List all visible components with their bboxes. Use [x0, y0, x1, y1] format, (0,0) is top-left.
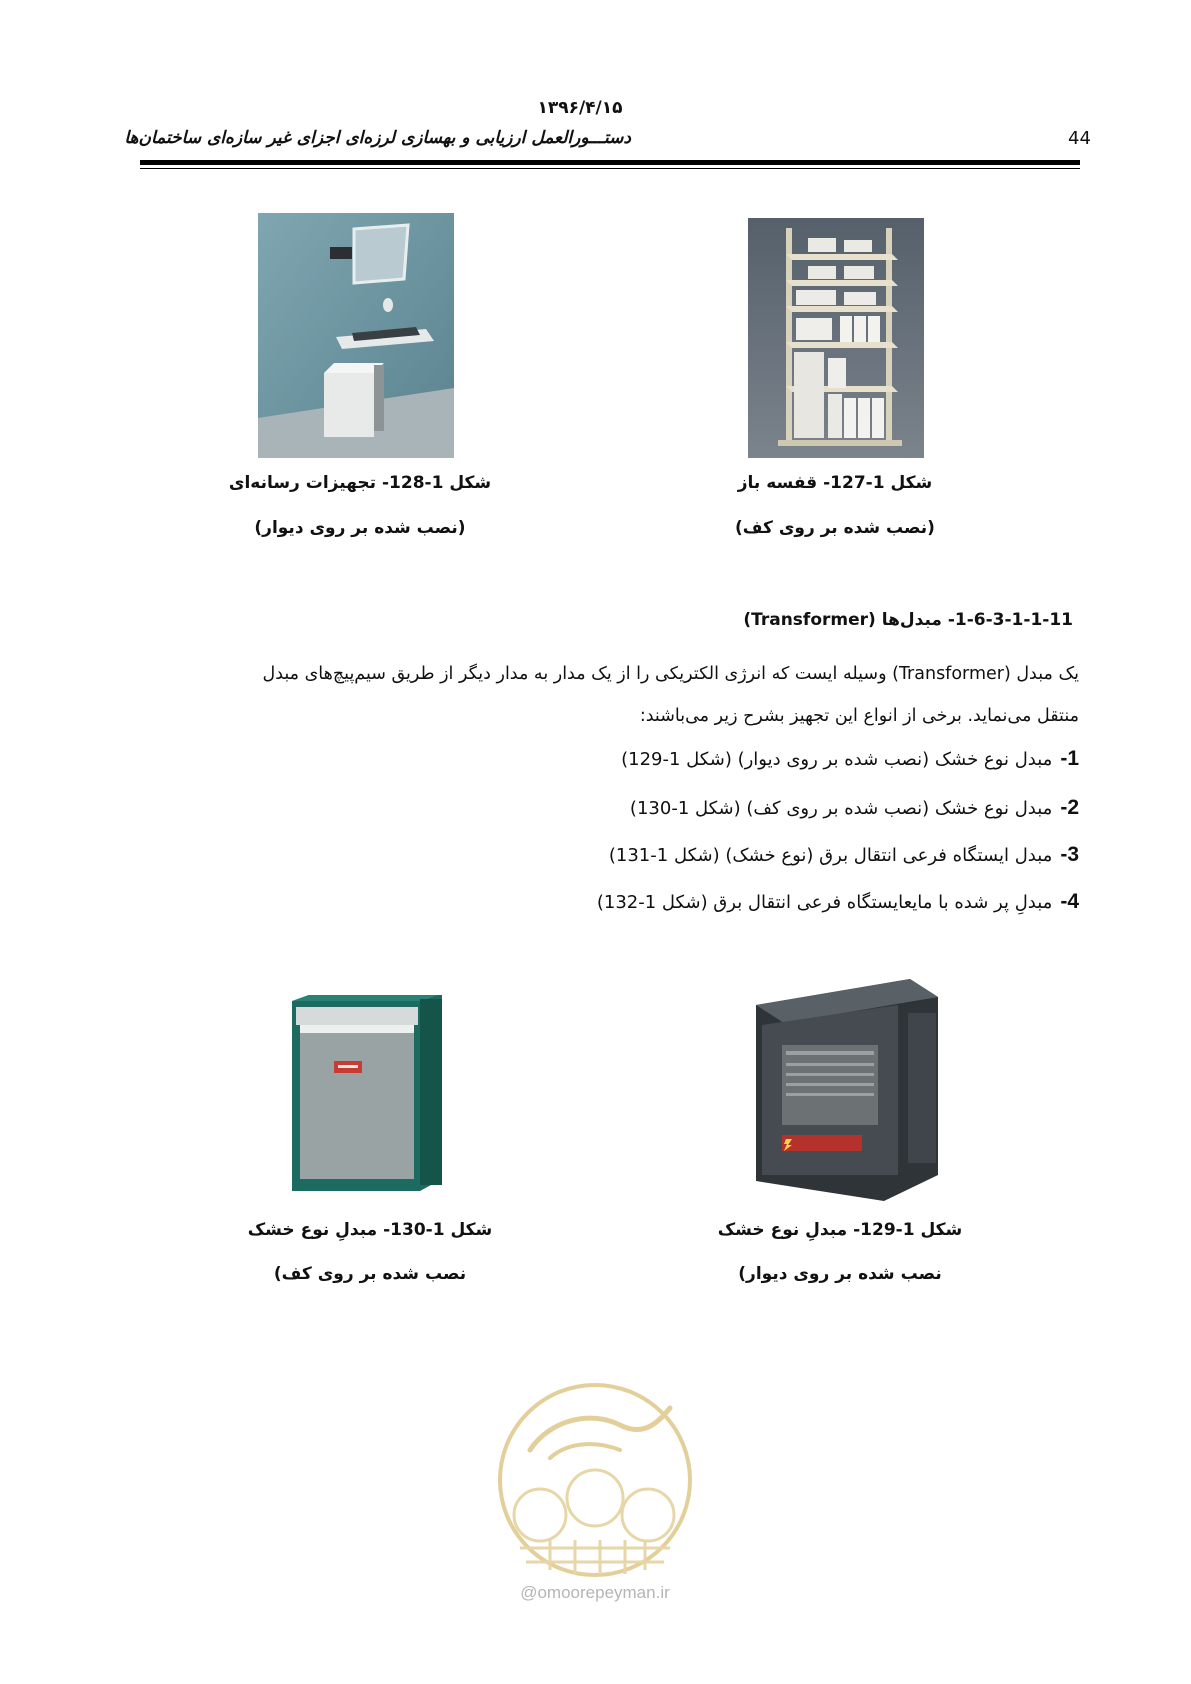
header-date: ۱۳۹۶/۴/۱۵ [537, 98, 623, 118]
list-text: مبدل نوع خشک (نصب شده بر روی کف) (شکل 1-130) [629, 798, 1053, 819]
document-title: دستـــورالعمل ارزیابی و بهسازی لرزه‌ای اجزای غیر سازه‌ای ساختمان‌ها [124, 128, 631, 148]
figure-127-caption: شکل 1-127- قفسه باز [737, 473, 933, 493]
figure-130-floor-transformer-image [290, 995, 450, 1195]
header-rule-thick [140, 160, 1080, 165]
list-number: 3- [1060, 843, 1079, 866]
list-number: 2- [1060, 796, 1079, 819]
figure-127-subcaption: (نصب شده بر روی کف) [735, 518, 935, 538]
header-rule-thin [140, 168, 1080, 169]
list-item [609, 843, 1079, 867]
figure-127-open-rack-image [748, 218, 924, 458]
figure-129-caption: شکل 1-129- مبدلِ نوع خشک [717, 1220, 963, 1240]
figure-130-subcaption: نصب شده بر روی کف) [273, 1264, 467, 1284]
section-heading: 1-6-3-1-1-11- مبدل‌ها (Transformer) [743, 610, 1073, 630]
page-number: 44 [1068, 128, 1091, 149]
figure-128-subcaption: (نصب شده بر روی دیوار) [254, 518, 466, 538]
list-item [597, 890, 1079, 914]
list-text: مبدل ایستگاه فرعی انتقال برق (نوع خشک) (شکل 1-131) [608, 845, 1053, 866]
figure-130-caption: شکل 1-130- مبدلِ نوع خشک [247, 1220, 493, 1240]
list-text: مبدل نوع خشک (نصب شده بر روی دیوار) (شکل 1-129) [621, 749, 1053, 770]
figure-128-caption: شکل 1-128- تجهیزات رسانه‌ای [228, 473, 492, 493]
list-text: مبدلِ پر شده با مایعایستگاه فرعی انتقال برق (شکل 1-132) [596, 892, 1053, 913]
watermark-logo [480, 1380, 710, 1584]
list-number: 4- [1060, 890, 1079, 913]
list-item [621, 747, 1079, 771]
list-item [630, 796, 1079, 820]
paragraph-line-2: منتقل می‌نماید. برخی از انواع این تجهیز بشرح زیر می‌باشند: [639, 706, 1079, 726]
list-number: 1- [1060, 747, 1079, 770]
figure-129-wall-transformer-image [748, 975, 948, 1205]
paragraph-line-1: یک مبدل (Transformer) وسیله ایست که انرژی الکتریکی را از یک مدار به مدار دیگر از طریق سیم‌پیچ‌های مبدل [262, 664, 1079, 684]
watermark-url: @omoorepeyman.ir [520, 1583, 670, 1602]
figure-129-subcaption: نصب شده بر روی دیوار) [738, 1264, 942, 1284]
figure-128-media-equipment-image [258, 213, 454, 458]
